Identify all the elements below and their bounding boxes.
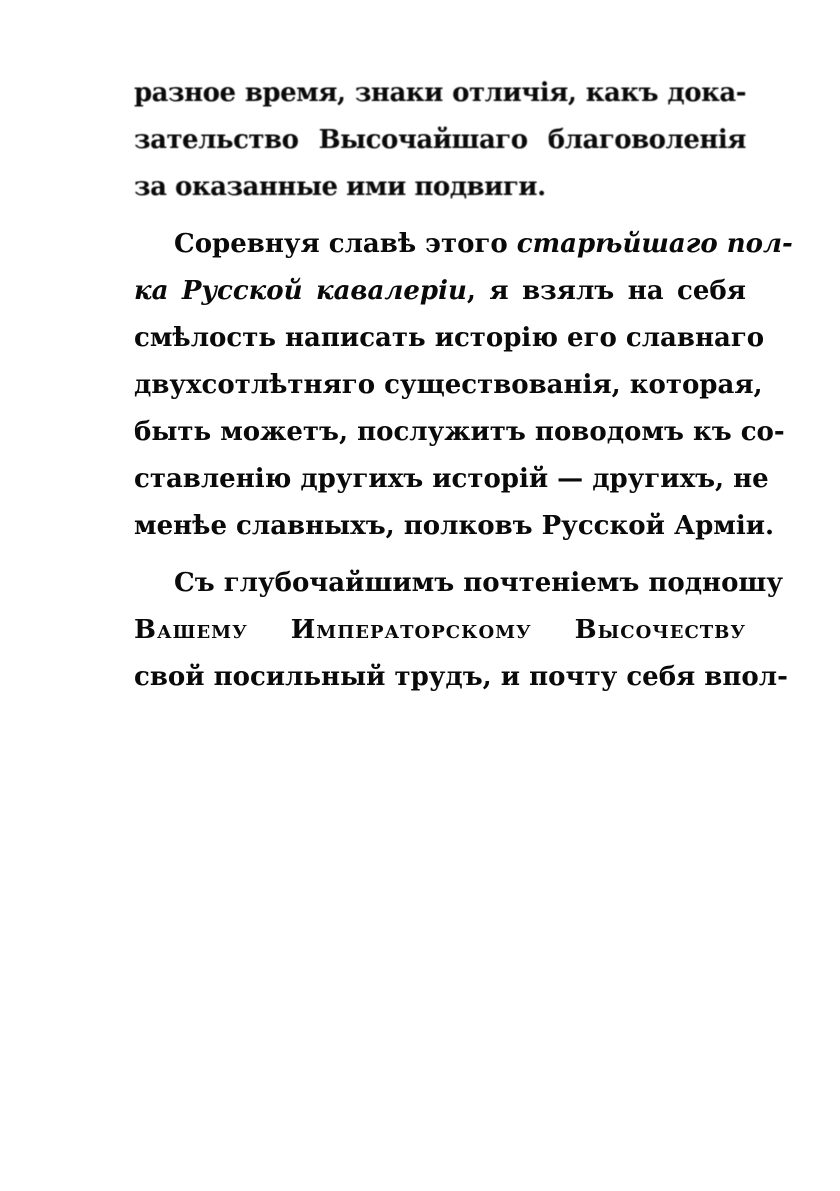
- text-line: быть можетъ, послужитъ поводомъ къ со-: [134, 417, 785, 447]
- text-line: менѣе славныхъ, полковъ Русской Арміи.: [134, 511, 775, 541]
- paragraph-1: [134, 70, 746, 211]
- paragraph-gap: [134, 550, 746, 560]
- text-line: разное время, знаки отличія, какъ дока-: [134, 78, 746, 108]
- text-line: за оказанные ими подвиги.: [134, 172, 546, 202]
- text-run: Соревнуя славѣ этого: [174, 229, 517, 259]
- italic-run: ка Русской кавалеріи: [134, 276, 467, 306]
- text-line: двухсотлѣтняго существованія, которая,: [134, 370, 763, 400]
- italic-run: старѣйшаго пол-: [516, 229, 793, 259]
- text-line: зательство Высочайшаго благоволенія: [134, 125, 746, 155]
- text-line: [134, 268, 746, 315]
- text-line: ставленію другихъ исторій — другихъ, не: [134, 464, 769, 494]
- text-line: Съ глубочайшимъ почтеніемъ подношу: [174, 568, 783, 598]
- text-line: Вашему Императорскому Высочеству: [134, 615, 746, 645]
- paragraph-gap: [134, 211, 746, 221]
- page-text: [134, 70, 793, 701]
- text-line: смѣлость написать исторію его славнаго: [134, 323, 765, 353]
- text-line: [134, 221, 793, 268]
- text-run: , я взялъ на себя: [466, 276, 746, 306]
- text-line: свой посильный трудъ, и почту себя впол-: [134, 662, 788, 692]
- paragraph-2: [134, 221, 793, 550]
- paragraph-3: [134, 560, 788, 701]
